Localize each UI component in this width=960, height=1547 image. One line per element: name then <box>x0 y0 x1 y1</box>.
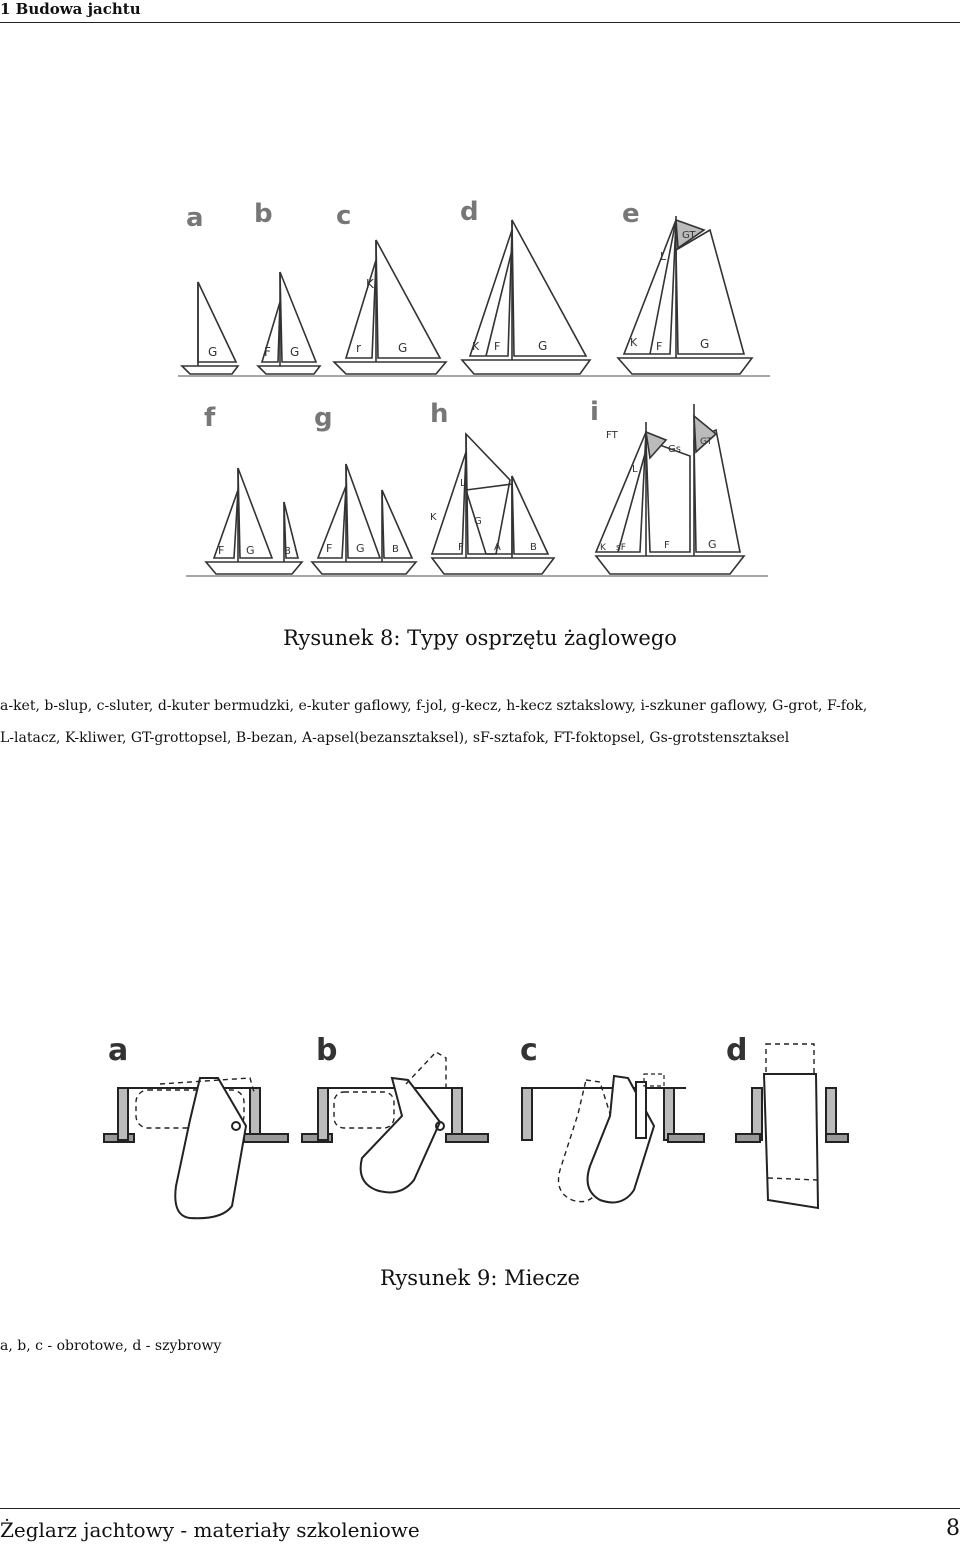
figure-9-caption: Rysunek 9: Miecze <box>380 1266 580 1290</box>
svg-text:G: G <box>538 339 548 353</box>
svg-text:G: G <box>208 345 218 359</box>
figure-9-centreboards <box>0 1030 960 1230</box>
boat-letter-b: b <box>254 199 273 229</box>
svg-text:B: B <box>530 542 537 553</box>
footer-title: Żeglarz jachtowy - materiały szkoleniowe <box>0 1518 420 1542</box>
svg-text:F: F <box>656 340 663 353</box>
svg-text:F: F <box>218 544 225 557</box>
svg-text:F: F <box>494 340 501 353</box>
svg-text:G: G <box>398 341 408 355</box>
panel-letter-c: c <box>520 1033 538 1068</box>
figure-8-rig-types <box>0 190 960 590</box>
svg-text:K: K <box>366 277 374 291</box>
centreboard-b <box>302 1052 488 1192</box>
panel-letter-b: b <box>316 1033 338 1068</box>
svg-text:r: r <box>356 341 361 355</box>
centreboard-d <box>736 1044 848 1208</box>
svg-text:G: G <box>356 542 365 555</box>
figure-8-legend-line-1: a-ket, b-slup, c-sluter, d-kuter bermudzki, e-kuter gaflowy, f-jol, g-kecz, h-kecz sztakslowy, i-szkuner gaflowy, G-grot, F-fok, <box>0 698 868 714</box>
boat-i <box>596 404 744 574</box>
panel-letter-a: a <box>108 1033 129 1068</box>
boat-letter-f: f <box>204 403 216 433</box>
boat-e <box>618 216 752 374</box>
figure-8-legend <box>0 690 960 754</box>
boat-a <box>182 282 238 374</box>
boat-g <box>312 464 416 574</box>
svg-text:F: F <box>458 542 464 553</box>
svg-text:G: G <box>246 544 255 557</box>
svg-text:B: B <box>284 546 291 557</box>
boat-letter-a: a <box>186 203 204 233</box>
footer-rule <box>0 1508 960 1509</box>
svg-text:F: F <box>264 345 271 359</box>
boat-letter-c: c <box>336 201 352 231</box>
svg-text:K: K <box>600 543 606 553</box>
boat-f <box>206 468 302 574</box>
boat-h <box>430 434 554 574</box>
svg-text:K: K <box>630 336 638 349</box>
boat-b <box>258 272 320 374</box>
svg-text:K: K <box>472 340 480 353</box>
svg-text:L: L <box>660 250 667 263</box>
boat-letter-i: i <box>590 397 599 427</box>
svg-text:L: L <box>460 478 466 489</box>
centreboard-a <box>104 1078 288 1218</box>
svg-text:GT: GT <box>682 230 696 241</box>
figure-8-legend-line-2: L-latacz, K-kliwer, GT-grottopsel, B-bezan, A-apsel(bezansztaksel), sF-sztafok, FT-foktopsel, Gs-grotstensztaksel <box>0 730 790 746</box>
svg-text:G: G <box>474 516 482 527</box>
centreboard-c <box>522 1074 704 1202</box>
svg-text:G: G <box>708 538 717 551</box>
svg-text:F: F <box>326 542 333 555</box>
svg-text:B: B <box>392 544 399 555</box>
figure-8-caption: Rysunek 8: Typy osprzętu żaglowego <box>283 626 677 650</box>
svg-text:sF: sF <box>616 543 626 553</box>
running-header: 1 Budowa jachtu <box>0 0 141 18</box>
boat-letter-e: e <box>622 199 640 229</box>
svg-text:A: A <box>494 542 501 553</box>
svg-text:FT: FT <box>606 430 618 441</box>
svg-text:G: G <box>290 345 300 359</box>
header-rule <box>0 22 960 23</box>
boat-d <box>462 220 590 374</box>
svg-text:GT: GT <box>700 437 713 447</box>
panel-letter-d: d <box>726 1033 748 1068</box>
boat-letter-g: g <box>314 403 333 433</box>
svg-text:G: G <box>700 337 710 351</box>
svg-text:K: K <box>430 512 437 523</box>
figure-9-legend: a, b, c - obrotowe, d - szybrowy <box>0 1338 222 1354</box>
boat-c <box>334 240 446 374</box>
boat-letter-d: d <box>460 197 479 227</box>
svg-text:L: L <box>632 464 638 475</box>
boat-letter-h: h <box>430 399 449 429</box>
svg-text:F: F <box>664 540 670 551</box>
page-number: 8 <box>946 1516 960 1541</box>
svg-text:Gs: Gs <box>668 444 681 455</box>
